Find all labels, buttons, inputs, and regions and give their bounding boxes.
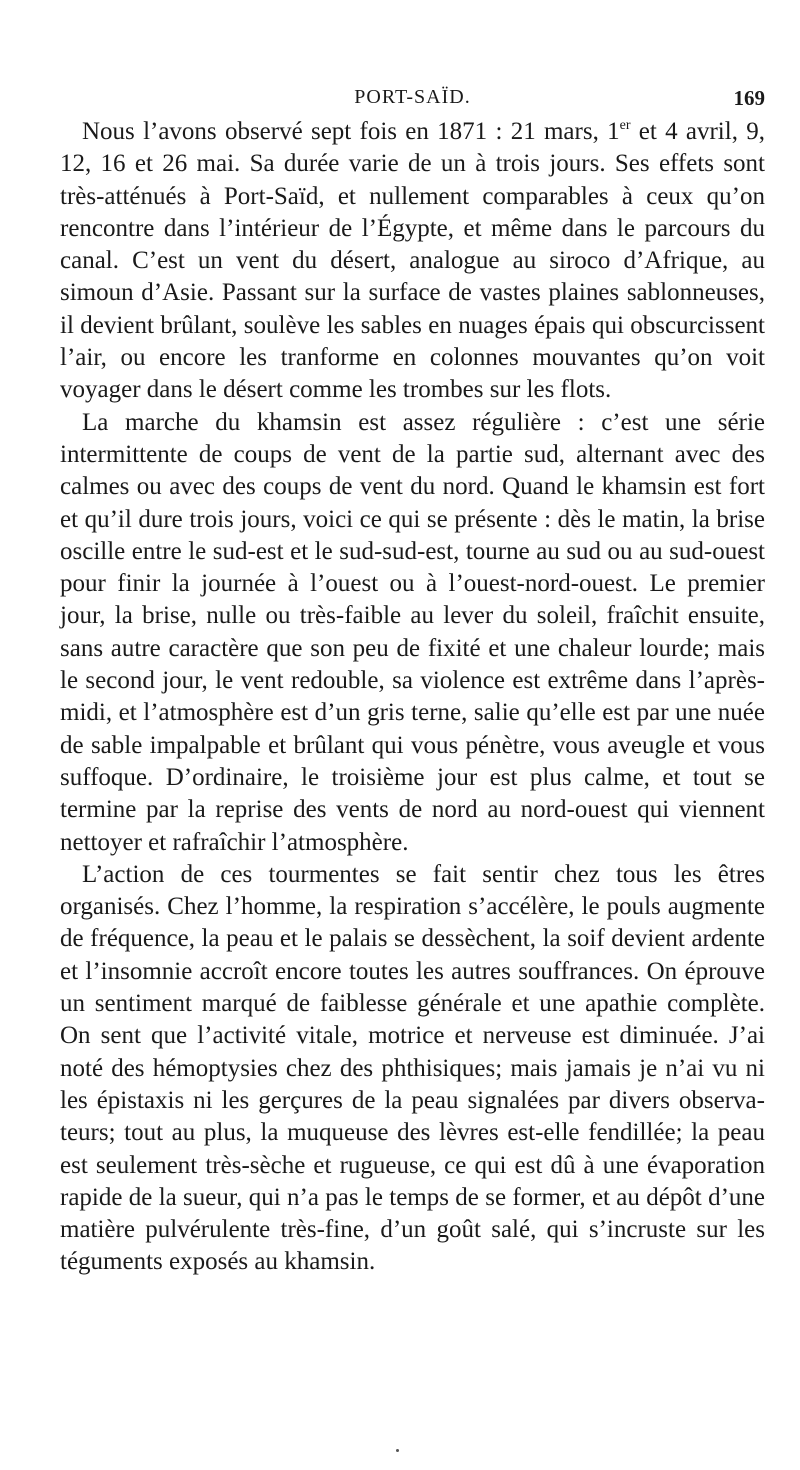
print-speck [396,1449,399,1452]
page-number: 169 [733,86,765,110]
paragraph-observations [60,116,765,407]
running-head [60,86,765,116]
paragraph-text-start: Nous l’avons observé sept fois en 1871 : 21 mars, 1 [82,118,620,145]
paragraph-khamsin-effects: L’action de ces tourmentes se fait sentir chez tous les êtres organisés. Chez l’homme, la respiration s’accélère, le pouls augmente de fréquence, la peau et le palais se dessèchent, la soif devient ardente et l’insomnie accroît encore toutes les autres souffrances. On éprouve un sentiment marqué de faiblesse générale et une apathie complète. On sent que l’activité vitale, motrice et nerveuse est diminuée. J’ai noté des hémoptysies chez des phthisiques; mais jamais je n’ai vu ni les épistaxis ni les gerçures de la peau signalées par divers observateurs; tout au plus, la muqueuse des lèvres est-elle fendillée; la peau est seulement très-sèche et rugueuse, ce qui est dû à une évaporation rapide de la sueur, qui n’a pas le temps de se former, et au dépôt d’une matière pulvérulente très-fine, d’un goût salé, qui s’incruste sur les téguments exposés au khamsin. [60,860,765,1276]
ordinal-superscript: er [619,118,631,133]
body-text [60,116,765,1279]
paragraph-khamsin-course: La marche du khamsin est assez régulière : c’est une série intermittente de coups de vent de la partie sud, alternant avec des calmes ou avec des coups de vent du nord. Quand le khamsin est fort et qu’il dure trois jours, voici ce qui se présente : dès le matin, la brise oscille entre le sud-est et le sud-sud-est, tourne au sud ou au sud-ouest pour finir la journée à l’ouest ou à l’ouest-nord-ouest. Le premier jour, la brise, nulle ou très-faible au lever du soleil, fraîchit ensuite, sans autre caractère que son peu de fixité et une chaleur lourde; mais le second jour, le vent redouble, sa violence est extrême dans l’après-midi, et l’atmosphère est d’un gris terne, salie qu’elle est par une nuée de sable impalpable et brûlant qui vous pénètre, vous aveugle et vous suffoque. D’ordinaire, le troisième jour est plus calme, et tout se termine par la reprise des vents de nord au nord-ouest qui viennent nettoyer et rafraîchir l’atmosphère. [60,408,765,856]
running-title: PORT-SAÏD. [354,86,471,108]
paragraph-text-rest: et 4 avril, 9, 12, 16 et 26 mai. Sa durée varie de un à trois jours. Ses effets sont très-atténués à Port-Saïd, et nullement comparables à ceux qu’on rencontre dans l’intérieur de l’Égypte, et même dans le parcours du canal. C’est un vent du désert, analogue au siroco d’Afrique, au simoun d’Asie. Passant sur la surface de vastes plaines sablonneuses, il devient brûlant, soulève les sables en nuages épais qui obscurcissent l’air, ou encore les tranforme en colonnes mouvantes qu’on voit voyager dans le désert comme les trombes sur les flots. [60,118,765,404]
